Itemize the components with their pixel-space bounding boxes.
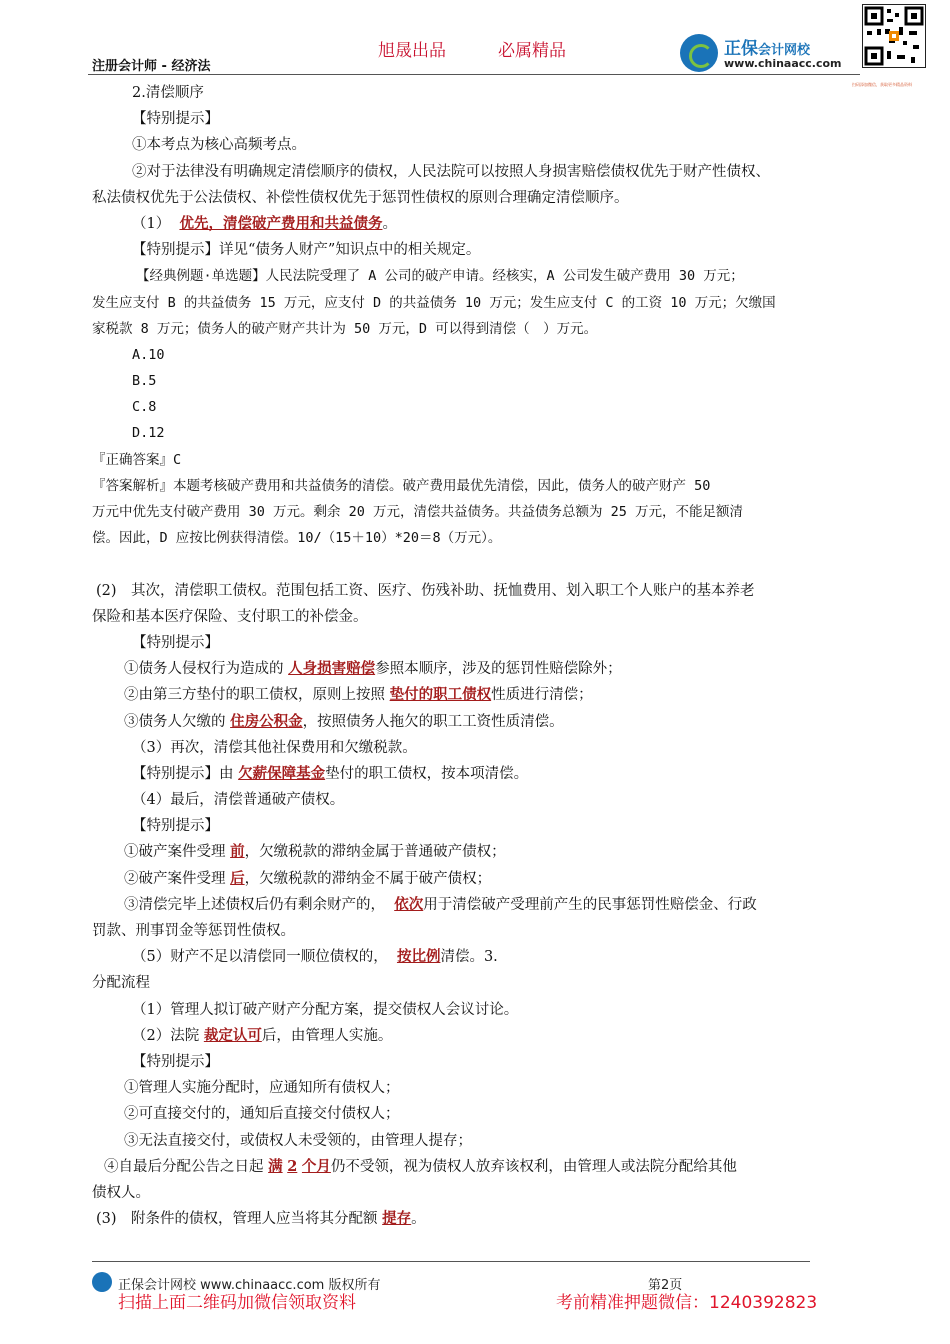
brand-name: 正保会计网校 [724, 39, 811, 59]
section-heading: 分配流程 [92, 975, 150, 992]
spacer [92, 551, 862, 577]
punctuation: 。 [382, 215, 397, 232]
highlight-term: 个月 [301, 1157, 331, 1175]
highlight-term: 裁定认可 [203, 1026, 262, 1044]
text: ④自最后分配公告之日起 [104, 1158, 264, 1175]
paragraph: （4）最后，清偿普通破产债权。 [132, 792, 345, 809]
header-slogan-right: 必属精品 [498, 41, 566, 61]
option-d: D.12 [132, 425, 165, 442]
example-question: 发生应支付 B 的共益债务 15 万元，应支付 D 的共益债务 10 万元；发生应支付 C 的工资 10 万元；欠缴国 [92, 294, 776, 311]
tip-line: 【特别提示】详见“债务人财产”知识点中的相关规定。 [132, 242, 481, 259]
paragraph: 罚款、刑事罚金等惩罚性债权。 [92, 923, 295, 939]
text: 仍不受领，视为债权人放弃该权利，由管理人或法院分配给其他 [330, 1158, 737, 1175]
brand-logo [680, 32, 855, 76]
example-question: 家税款 8 万元；债务人的破产财产共计为 50 万元，D 可以得到清偿（ ）万元。 [92, 320, 598, 337]
text: 【特别提示】由 [132, 765, 234, 782]
paragraph: 保险和基本医疗保险、支付职工的补偿金。 [92, 608, 368, 625]
highlight-term: 优先，清偿破产费用和共益债务 [179, 214, 383, 232]
section-heading: 2.清偿顺序 [132, 85, 204, 101]
tip-label: 【特别提示】 [132, 1053, 219, 1070]
paragraph: ②对于法律没有明确规定清偿顺序的债权，人民法院可以按照人身损害赔偿债权优先于财产性债权、 [132, 163, 770, 180]
tip-item [92, 866, 862, 892]
example-question: 【经典例题·单选题】人民法院受理了 A 公司的破产申请。经核实，A 公司发生破产费用 30 万元； [136, 268, 744, 285]
paragraph: ①本考点为核心高频考点。 [132, 137, 306, 154]
tip-item: ②可直接交付的，通知后直接交付债权人； [124, 1106, 400, 1123]
highlight-term: 2 [287, 1157, 298, 1175]
document-body [92, 80, 862, 1232]
answer-analysis: 『答案解析』本题考核破产费用和共益债务的清偿。破产费用最优先清偿，因此，债务人的破产财产 50 [92, 477, 711, 494]
tip-label: 【特别提示】 [132, 818, 219, 835]
text: 后，由管理人实施。 [261, 1027, 393, 1044]
text: ①破产案件受理 [124, 844, 226, 861]
priority-1-line [92, 211, 862, 237]
tip-line [92, 761, 862, 787]
tip-item [92, 892, 862, 918]
tip-item [92, 839, 862, 865]
paragraph: (2) 其次，清偿职工债权。范围包括工资、医疗、伤残补助、抚恤费用、划入职工个人账户的基本养老 [96, 582, 755, 599]
option-a: A.10 [132, 346, 165, 363]
text: （5）财产不足以清偿同一顺位债权的， [132, 949, 388, 966]
option-c: C.8 [132, 399, 157, 416]
highlight-term: 垫付的职工债权 [389, 686, 492, 704]
option-b: B.5 [132, 373, 157, 390]
text: 用于清偿破产受理前产生的民事惩罚性赔偿金、行政 [423, 896, 757, 913]
footer-logo-icon [92, 1272, 112, 1292]
answer-analysis: 偿。因此，D 应按比例获得清偿。10/（15＋10）*20＝8（万元）。 [92, 530, 502, 547]
course-title: 注册会计师 - 经济法 [92, 59, 211, 74]
highlight-term: 后 [230, 869, 245, 887]
text: 垫付的职工债权，按本项清偿。 [325, 765, 529, 782]
text: ③债务人欠缴的 [124, 713, 226, 730]
highlight-term: 按比例 [396, 948, 441, 966]
tip-item [92, 709, 862, 735]
tip-label: 【特别提示】 [132, 634, 219, 651]
answer-analysis: 万元中优先支付破产费用 30 万元。剩余 20 万元，清偿共益债务。共益债务总额为 25 万元，不能足额清 [92, 504, 744, 520]
brand-logo-icon [680, 34, 718, 72]
paragraph: 债权人。 [92, 1184, 150, 1201]
paragraph [92, 944, 862, 970]
text: ，按照债务人拖欠的职工工资性质清偿。 [302, 713, 564, 730]
page-number: 第2页 [648, 1278, 683, 1293]
highlight-term: 提存 [382, 1210, 412, 1228]
header-divider [88, 74, 860, 75]
tip-item [92, 1154, 862, 1180]
tip-item [92, 682, 862, 708]
footer-promo-left: 扫描上面二维码加微信领取资料 [118, 1293, 356, 1313]
tip-item: ①管理人实施分配时，应通知所有债权人； [124, 1080, 400, 1097]
footer-copyright: 正保会计网校 www.chinaacc.com 版权所有 [118, 1278, 381, 1293]
tip-label: 【特别提示】 [132, 111, 219, 128]
header-slogan-left: 旭晟出品 [378, 41, 446, 61]
text: （2）法院 [132, 1027, 200, 1044]
text: ，欠缴税款的滞纳金属于普通破产债权； [244, 844, 506, 861]
brand-url: www.chinaacc.com [724, 57, 842, 70]
highlight-term: 前 [230, 843, 245, 861]
qr-caption: 扫码添加微信，获取更多精品资料 [852, 82, 912, 87]
highlight-term: 人身损害赔偿 [288, 660, 376, 678]
text: 参照本顺序，涉及的惩罚性赔偿除外； [375, 661, 622, 678]
paragraph [92, 1206, 862, 1232]
text: ②破产案件受理 [124, 870, 226, 887]
paragraph: （1）管理人拟订破产财产分配方案，提交债权人会议讨论。 [132, 1001, 519, 1018]
footer-promo-right: 考前精准押题微信：1240392823 [556, 1293, 818, 1313]
highlight-term: 满 [268, 1157, 283, 1175]
paragraph [92, 1023, 862, 1049]
text: 。 [411, 1211, 426, 1228]
text: ①债务人侵权行为造成的 [124, 661, 284, 678]
text: 清偿。3. [440, 949, 498, 966]
text: 性质进行清偿； [491, 687, 593, 704]
correct-answer: 『正确答案』C [92, 451, 182, 468]
footer-divider [92, 1261, 810, 1262]
qr-code-icon [862, 4, 926, 68]
text: ③清偿完毕上述债权后仍有剩余财产的， [124, 896, 385, 913]
tip-item: ③无法直接交付，或债权人未受领的，由管理人提存； [124, 1132, 472, 1149]
tip-item [92, 656, 862, 682]
item-number: （1） [132, 215, 171, 232]
highlight-term: 欠薪保障基金 [238, 764, 326, 782]
text: ，欠缴税款的滞纳金不属于破产债权； [244, 870, 492, 887]
text: (3) 附条件的债权，管理人应当将其分配额 [96, 1211, 378, 1228]
text: ②由第三方垫付的职工债权，原则上按照 [124, 687, 385, 704]
highlight-term: 住房公积金 [230, 712, 303, 730]
highlight-term: 依次 [394, 895, 424, 913]
paragraph: 私法债权优先于公法债权、补偿性债权优先于惩罚性债权的原则合理确定清偿顺序。 [92, 189, 629, 206]
paragraph: （3）再次，清偿其他社保费用和欠缴税款。 [132, 739, 417, 756]
